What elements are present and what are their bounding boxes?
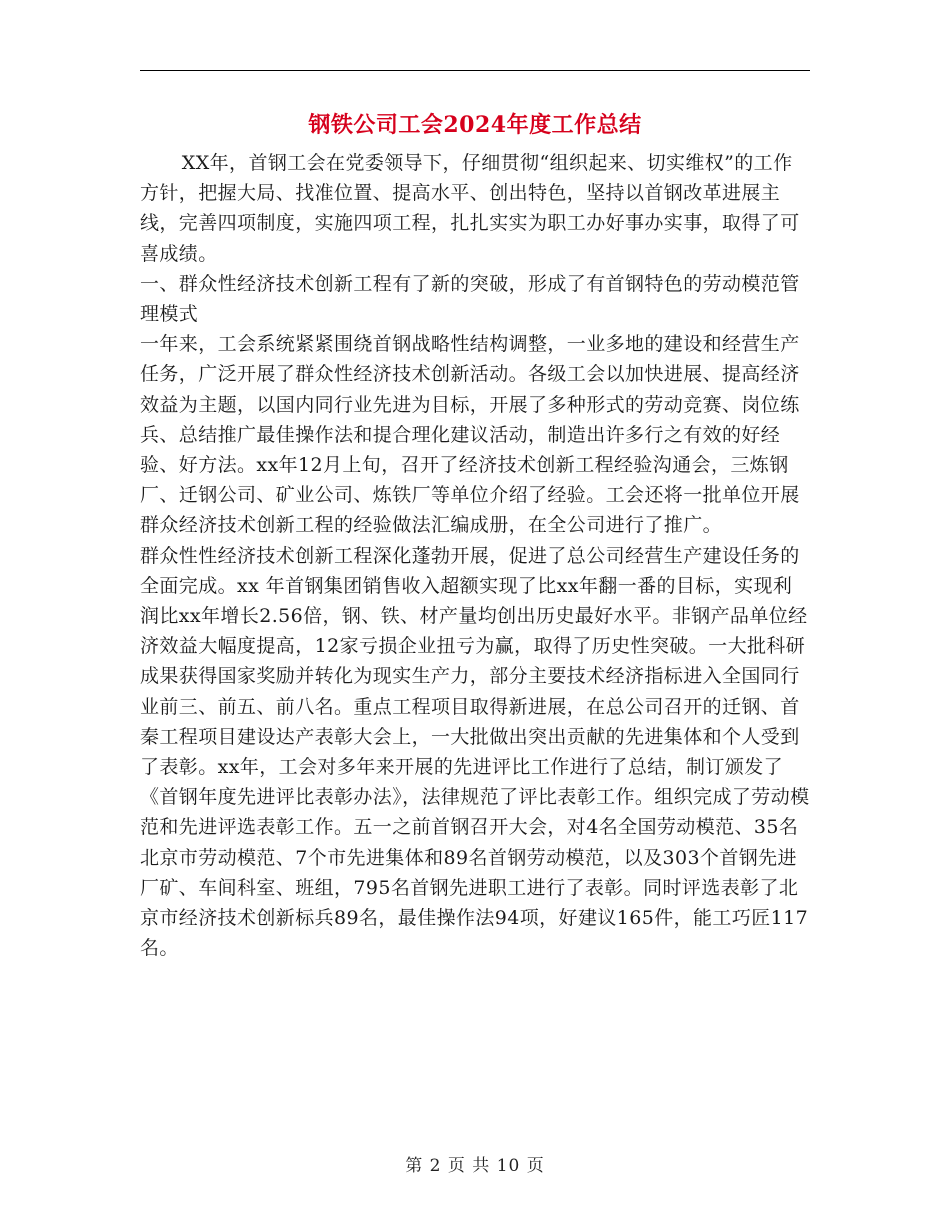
- page-number: 第 2 页 共 10 页: [405, 1156, 545, 1176]
- header-rule: [140, 70, 810, 71]
- section-heading-1: 一、群众性经济技术创新工程有了新的突破，形成了有首钢特色的劳动模范管理模式: [140, 272, 800, 326]
- document-title: 钢铁公司工会2024年度工作总结: [308, 112, 642, 138]
- document-body: [140, 148, 810, 963]
- paragraph-innovation-activities: 一年来，工会系统紧紧围绕首钢战略性结构调整，一业多地的建设和经营生产任务，广泛开展了群众性经济技术创新活动。各级工会以加快进展、提高经济效益为主题，以国内同行业先进为目标，开展了多种形式的劳动竞赛、岗位练兵、总结推广最佳操作法和提合理化建议活动，制造出许多行之有效的好经验、好方法。xx年12月上旬，召开了经济技术创新工程经验沟通会，三炼钢厂、迁钢公司、矿业公司、炼铁厂等单位介绍了经验。工会还将一批单位开展群众经济技术创新工程的经验做法汇编成册，在全公司进行了推广。: [140, 333, 800, 537]
- paragraph-intro: XX年，首钢工会在党委领导下，仔细贯彻“组织起来、切实维权”的工作方针，把握大局、找准位置、提高水平、创出特色，坚持以首钢改革进展主线，完善四项制度，实施四项工程，扎扎实实为职工办好事办实事，取得了可喜成绩。: [140, 152, 800, 265]
- paragraph-achievements: 群众性性经济技术创新工程深化蓬勃开展，促进了总公司经营生产建设任务的全面完成。xx 年首钢集团销售收入超额实现了比xx年翻一番的目标，实现利润比xx年增长2.56倍，钢、铁、材产量均创出历史最好水平。非钢产品单位经济效益大幅度提高，12家亏损企业扭亏为赢，取得了历史性突破。一大批科研成果获得国家奖励并转化为现实生产力，部分主要技术经济指标进入全国同行业前三、前五、前八名。重点工程项目取得新进展，在总公司召开的迁钢、首秦工程项目建设达产表彰大会上，一大批做出突出贡献的先进集体和个人受到了表彰。xx年，工会对多年来开展的先进评比工作进行了总结，制订颁发了《首钢年度先进评比表彰办法》，法律规范了评比表彰工作。组织完成了劳动模范和先进评选表彰工作。五一之前首钢召开大会，对4名全国劳动模范、35名北京市劳动模范、7个市先进集体和89名首钢劳动模范，以及303个首钢先进厂矿、车间科室、班组，795名首钢先进职工进行了表彰。同时评选表彰了北京市经济技术创新标兵89名，最佳操作法94项，好建议165件，能工巧匠117名。: [140, 544, 810, 960]
